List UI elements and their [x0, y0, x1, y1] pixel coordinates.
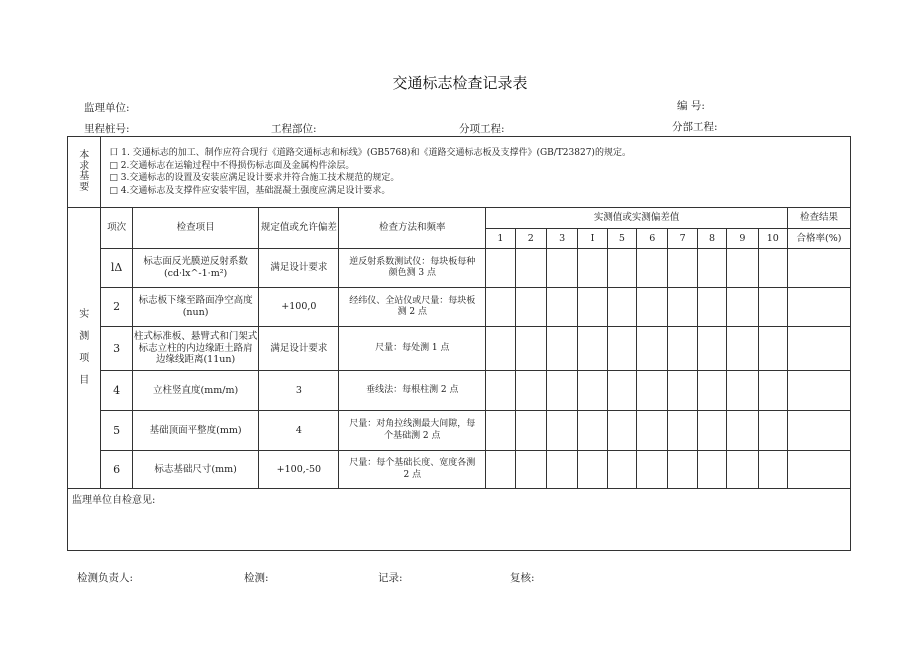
measure-cell: [727, 249, 758, 288]
measure-num: 6: [637, 229, 668, 249]
row-method: [339, 411, 486, 451]
recorder-label: 记录:: [378, 572, 403, 584]
measure-cell: [578, 411, 607, 451]
measure-cell: [486, 371, 515, 411]
measure-cell: [607, 288, 636, 327]
measure-cell: [727, 288, 758, 327]
row-item-text: 标志板下缘至路面净空高度 (nun): [138, 295, 253, 318]
row-method: [339, 371, 486, 411]
measure-cell: [637, 327, 668, 371]
measure-cell: [546, 288, 577, 327]
measure-cell: [697, 371, 726, 411]
col-measured-header: 实测值或实测偏差值: [486, 208, 788, 229]
row-item-text: 柱式标准板、悬臂式和门架式 标志立柱的内边缘距土路肩 边缘线距离(11un): [133, 330, 258, 366]
measure-cell: [697, 327, 726, 371]
measure-cell: [486, 327, 515, 371]
measure-cell: [697, 249, 726, 288]
pass-rate-header: 合格率(%): [787, 229, 850, 249]
row-no: 3: [101, 327, 132, 371]
row-spec: +100,0: [259, 288, 339, 327]
measure-cell: [515, 411, 546, 451]
row-method-text: 逆反射系数测试仪：每块板每种 颜色测 3 点: [349, 256, 476, 278]
project-part-label: 工程部位:: [271, 123, 317, 135]
result-cell: [787, 451, 850, 489]
requirements-row: [68, 137, 851, 208]
measure-cell: [546, 371, 577, 411]
measure-cell: [607, 411, 636, 451]
row-no: 4: [101, 371, 132, 411]
measure-cell: [578, 249, 607, 288]
measure-cell: [546, 451, 577, 489]
row-method-text: 尺量：每处测 1 点: [375, 342, 450, 353]
row-no: lΔ: [101, 249, 132, 288]
measure-num: 10: [758, 229, 787, 249]
table-row: [68, 327, 851, 371]
measure-num: 3: [546, 229, 577, 249]
row-item-text: 标志面反光膜逆反射系数 (cd·lx^-1·m²): [143, 256, 248, 279]
col-method-header: 检查方法和频率: [339, 208, 486, 249]
sub-item-label: 分项工程:: [459, 123, 505, 135]
col-result-header: 检查结果: [787, 208, 850, 229]
table-header-row: [68, 208, 851, 229]
measure-cell: [637, 371, 668, 411]
measure-cell: [758, 451, 787, 489]
measure-cell: [515, 327, 546, 371]
comment-row: [68, 489, 851, 551]
requirements-text: [101, 137, 851, 208]
measure-cell: [727, 411, 758, 451]
row-item: [132, 249, 259, 288]
measure-cell: [486, 288, 515, 327]
measure-num: 9: [727, 229, 758, 249]
requirement-item: □ 3.交通标志的设置及安装应满足设计要求并符合施工技术规范的规定。: [109, 173, 400, 183]
division-label: 分部工程:: [672, 121, 718, 133]
table-row: [68, 451, 851, 489]
measure-cell: [546, 327, 577, 371]
result-cell: [787, 288, 850, 327]
measure-cell: [668, 249, 697, 288]
row-item-text: 立柱竖直度(mm/m): [153, 384, 239, 396]
row-method-text: 尺量：对角拉线测最大间隙，每 个基础测 2 点: [349, 419, 476, 441]
inspector-label: 检测负责人:: [77, 572, 134, 584]
result-cell: [787, 371, 850, 411]
result-cell: [787, 411, 850, 451]
measure-cell: [697, 288, 726, 327]
measure-cell: [758, 249, 787, 288]
measure-cell: [697, 451, 726, 489]
measured-items-side-label: 实 测 项 目: [68, 208, 101, 489]
measure-num: I: [578, 229, 607, 249]
measure-cell: [668, 411, 697, 451]
measure-cell: [486, 411, 515, 451]
row-method-text: 垂线法：每根柱测 2 点: [366, 384, 459, 395]
measure-num: 1: [486, 229, 515, 249]
inspection-table: [67, 136, 851, 551]
result-cell: [787, 327, 850, 371]
row-no: 5: [101, 411, 132, 451]
measure-num: 8: [697, 229, 726, 249]
measure-cell: [578, 451, 607, 489]
row-method-text: 经纬仪、全站仪或尺量：每块板 测 2 点: [349, 295, 476, 317]
row-item: [132, 371, 259, 411]
row-item: [132, 451, 259, 489]
col-spec-header: 规定值或允许偏差: [259, 208, 339, 249]
row-method: [339, 288, 486, 327]
page-title: 交通标志检查记录表: [392, 74, 528, 92]
tester-label: 检测:: [244, 572, 269, 584]
measure-cell: [486, 451, 515, 489]
measure-cell: [607, 249, 636, 288]
measure-cell: [607, 451, 636, 489]
row-spec: 3: [259, 371, 339, 411]
row-spec: 4: [259, 411, 339, 451]
measure-cell: [668, 371, 697, 411]
row-no: 2: [101, 288, 132, 327]
row-spec: 满足设计要求: [259, 249, 339, 288]
station-label: 里程桩号:: [84, 123, 130, 135]
measure-cell: [668, 327, 697, 371]
measure-cell: [637, 288, 668, 327]
measure-cell: [668, 451, 697, 489]
col-no-header: 项次: [101, 208, 132, 249]
supervisor-comment-label: 监理单位自检意见:: [68, 489, 851, 551]
measure-cell: [607, 327, 636, 371]
table-row: [68, 288, 851, 327]
requirements-label: 本 求 基 要: [68, 137, 101, 208]
row-method: [339, 249, 486, 288]
row-item-text: 基础顶面平整度(mm): [149, 424, 242, 436]
table-row: [68, 411, 851, 451]
measure-cell: [578, 327, 607, 371]
table-row: [68, 371, 851, 411]
measure-cell: [515, 288, 546, 327]
measure-cell: [486, 249, 515, 288]
row-item: [132, 288, 259, 327]
measure-cell: [668, 288, 697, 327]
measure-cell: [727, 451, 758, 489]
measure-num: 2: [515, 229, 546, 249]
measure-cell: [758, 288, 787, 327]
reviewer-label: 复核:: [510, 572, 535, 584]
measure-cell: [697, 411, 726, 451]
result-cell: [787, 249, 850, 288]
requirement-item: □ 4.交通标志及支撑件应安装牢固，基础混凝土强度应满足设计要求。: [109, 185, 391, 196]
row-item: [132, 411, 259, 451]
row-method: [339, 451, 486, 489]
measure-cell: [637, 451, 668, 489]
measure-cell: [637, 411, 668, 451]
measure-num: 7: [668, 229, 697, 249]
measure-cell: [515, 371, 546, 411]
measure-cell: [578, 288, 607, 327]
row-method-text: 尺量：每个基础长度、宽度各测 2 点: [349, 458, 476, 480]
number-label: 编 号:: [677, 100, 705, 112]
row-spec: +100,-50: [259, 451, 339, 489]
measure-cell: [758, 327, 787, 371]
requirement-item: 口 1. 交通标志的加工、制作应符合现行《道路交通标志和标线》(GB5768)和《道路交通标志板及支撑件》(GB/T23827)的规定。: [109, 148, 631, 158]
measure-cell: [637, 249, 668, 288]
measure-cell: [515, 249, 546, 288]
supervisor-unit-label: 监理单位:: [84, 102, 130, 114]
measure-cell: [727, 327, 758, 371]
measure-cell: [758, 411, 787, 451]
row-no: 6: [101, 451, 132, 489]
measure-cell: [758, 371, 787, 411]
measure-cell: [727, 371, 758, 411]
requirement-item: □ 2.交通标志在运输过程中不得损伤标志面及金属构件涂层。: [109, 160, 355, 171]
row-item-text: 标志基础尺寸(mm): [154, 463, 237, 475]
measure-cell: [515, 451, 546, 489]
measure-cell: [607, 371, 636, 411]
col-item-header: 检查项目: [132, 208, 259, 249]
row-method: [339, 327, 486, 371]
row-item: [132, 327, 259, 371]
row-spec: 满足设计要求: [259, 327, 339, 371]
measure-num: 5: [607, 229, 636, 249]
measure-cell: [546, 249, 577, 288]
table-row: [68, 249, 851, 288]
measure-cell: [546, 411, 577, 451]
measure-cell: [578, 371, 607, 411]
